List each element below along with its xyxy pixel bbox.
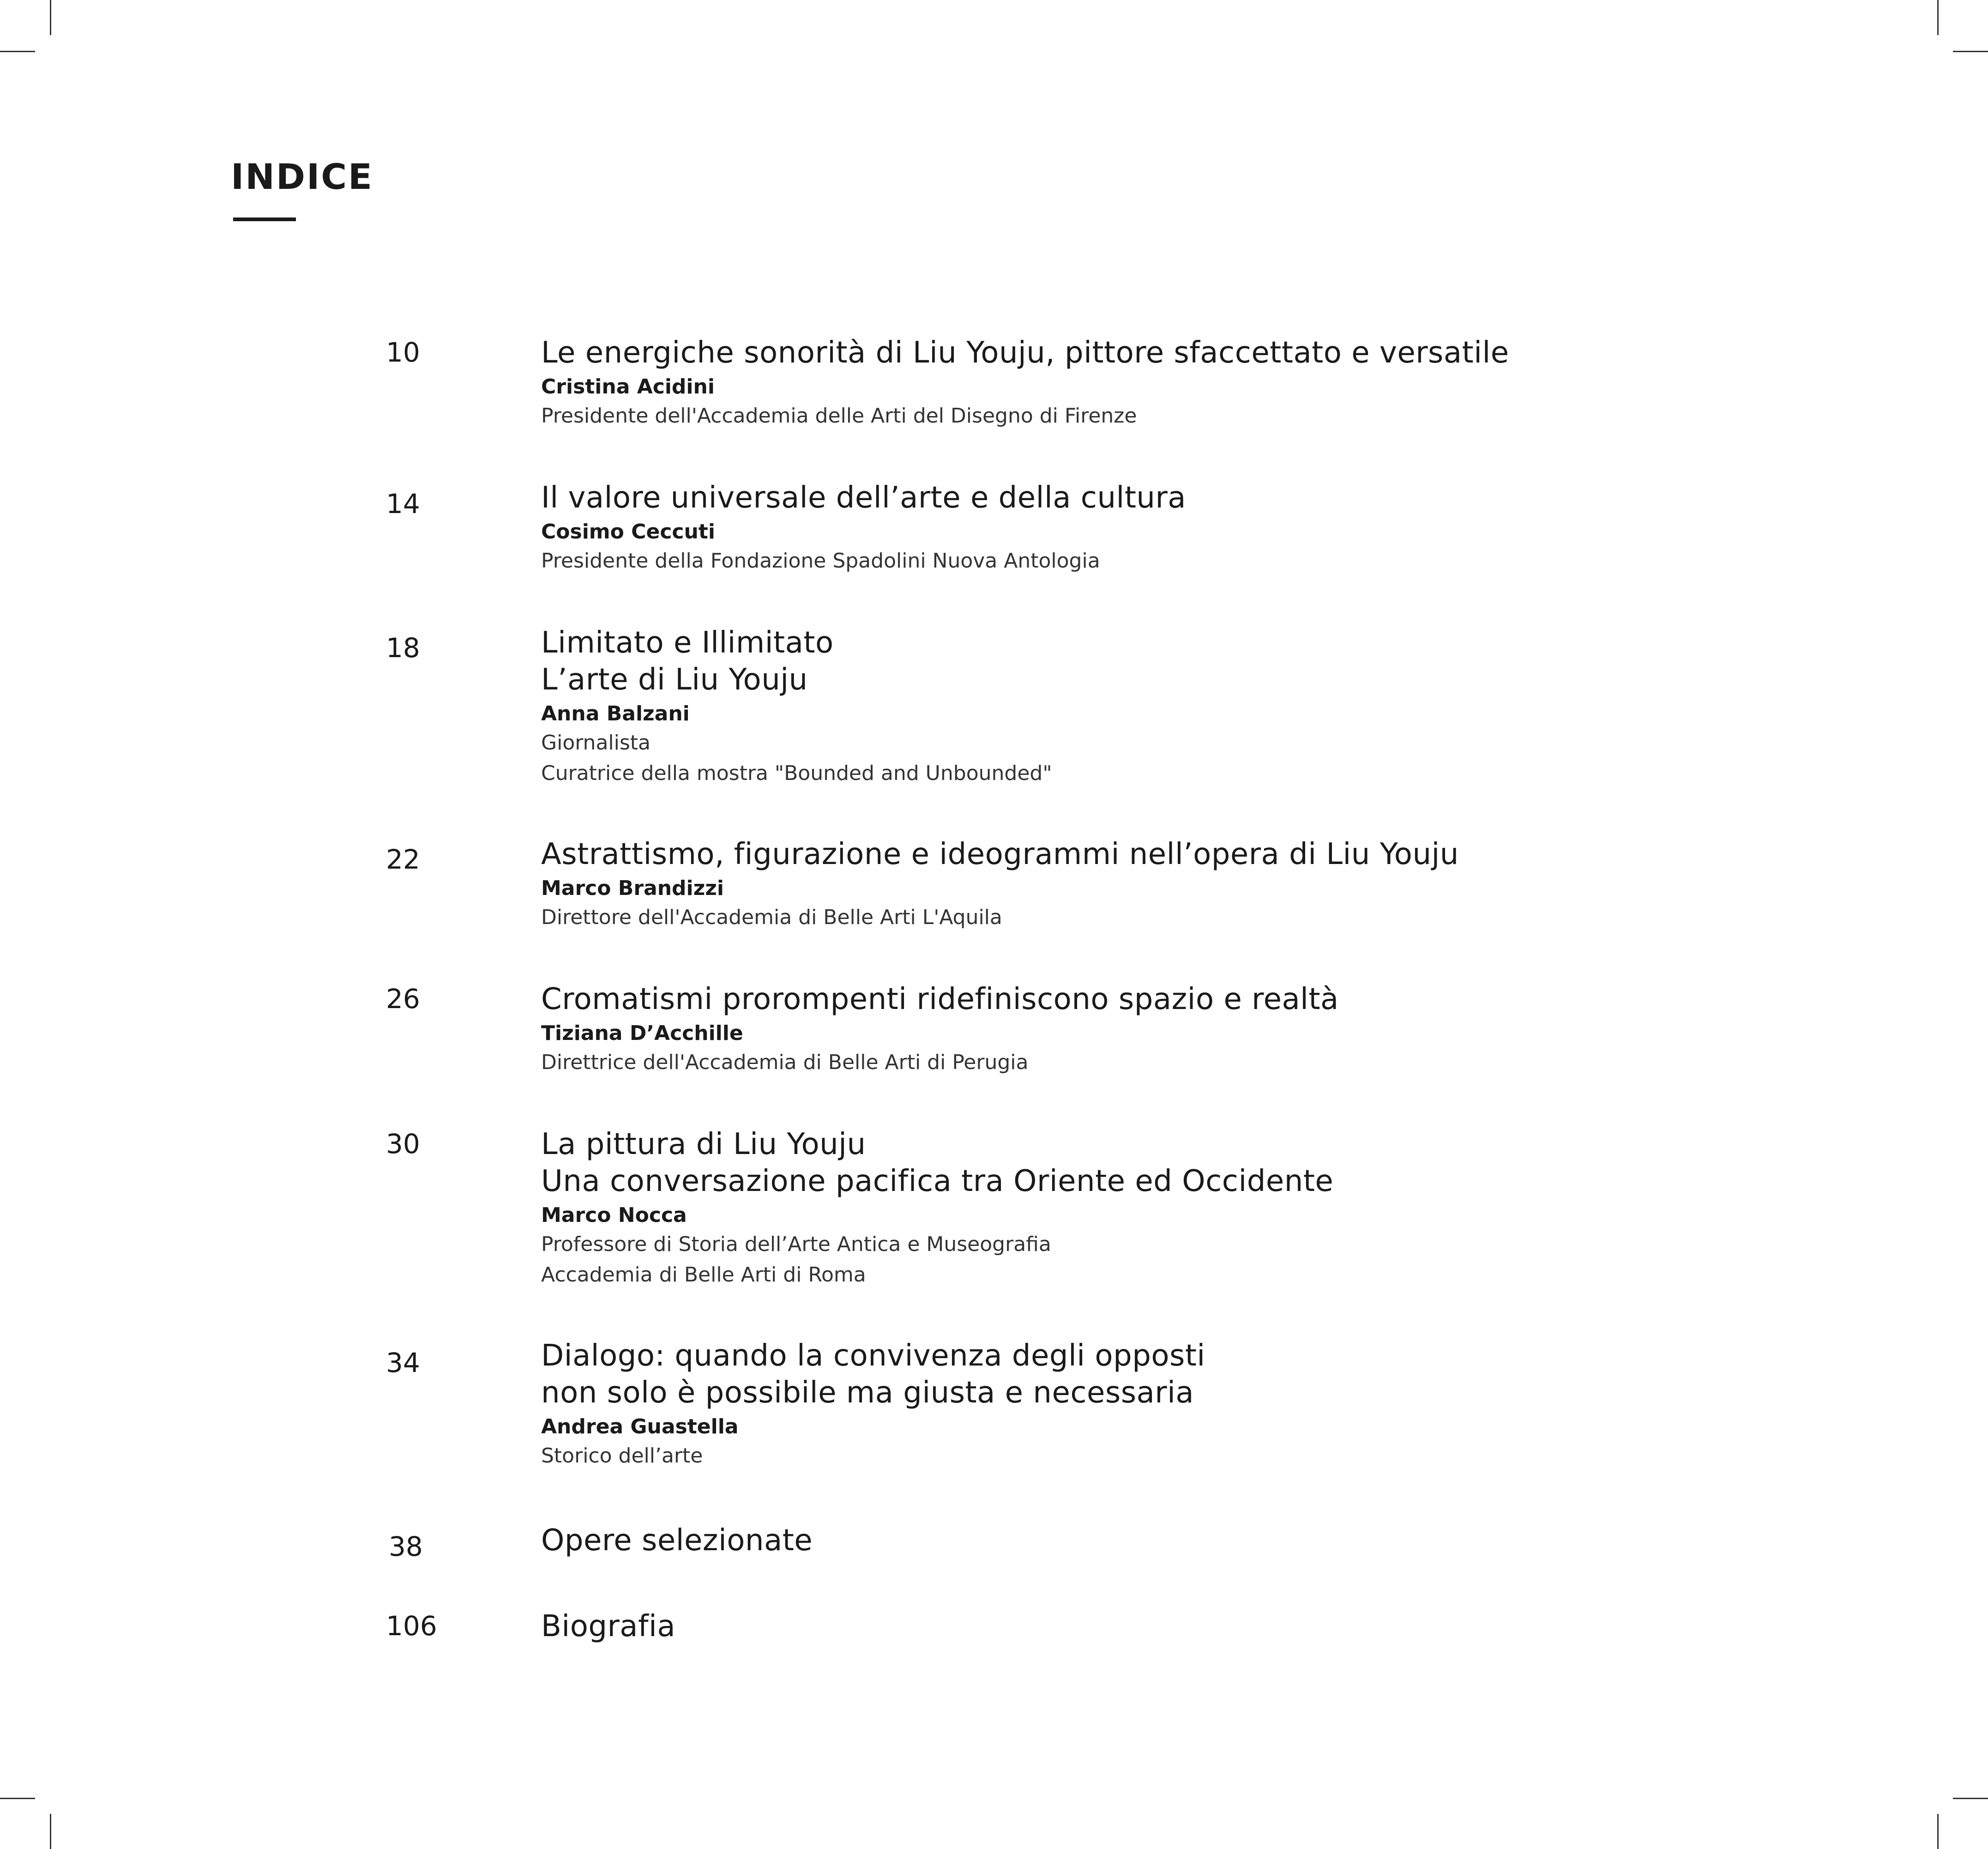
entry-title: Dialogo: quando la convivenza degli opposti: [541, 1339, 1205, 1373]
crop-mark: [1953, 51, 1988, 52]
page-number: 30: [386, 1128, 420, 1160]
entry-title: La pittura di Liu Youju: [541, 1127, 866, 1161]
entry-author: Marco Brandizzi: [541, 876, 724, 900]
page-number: 10: [386, 337, 420, 368]
entry-author: Andrea Guastella: [541, 1415, 739, 1438]
entry-title: Opere selezionate: [541, 1523, 813, 1558]
entry-content: [541, 1608, 1926, 1645]
entry-content: [541, 836, 1926, 933]
entry-author: Marco Nocca: [541, 1203, 687, 1227]
entry-author: Cosimo Ceccuti: [541, 520, 715, 544]
entry-role: Presidente della Fondazione Spadolini Nuova Antologia: [541, 549, 1100, 573]
entry-title: Astrattismo, figurazione e ideogrammi nell’opera di Liu Youju: [541, 837, 1459, 871]
title-underline: [233, 218, 296, 221]
entry-role: Direttore dell'Accademia di Belle Arti L'Aquila: [541, 906, 1002, 929]
entry-content: [541, 624, 1926, 789]
entry-content: [541, 1126, 1926, 1290]
entry-title: Il valore universale dell’arte e della cultura: [541, 481, 1186, 515]
entry-content: [541, 1337, 1926, 1471]
entry-role: Curatrice della mostra "Bounded and Unbounded": [541, 761, 1052, 785]
entry-author: Anna Balzani: [541, 702, 690, 725]
entry-title: Biografia: [541, 1609, 676, 1644]
entry-role: Accademia di Belle Arti di Roma: [541, 1263, 866, 1287]
page-title: INDICE: [231, 156, 374, 197]
entry-title: Una conversazione pacifica tra Oriente ed Occidente: [541, 1164, 1334, 1198]
entry-role: Giornalista: [541, 731, 651, 755]
entry-title: Limitato e Illimitato: [541, 626, 834, 660]
page-number: 22: [386, 844, 420, 875]
page-number: 14: [386, 488, 420, 520]
entry-title: L’arte di Liu Youju: [541, 663, 808, 697]
entry-role: Presidente dell'Accademia delle Arti del Disegno di Firenze: [541, 404, 1137, 428]
entry-content: [541, 1522, 1926, 1559]
crop-mark: [50, 1814, 51, 1849]
entry-author: Tiziana D’Acchille: [541, 1021, 743, 1045]
crop-mark: [50, 0, 51, 35]
entry-content: [541, 981, 1926, 1078]
entry-title: Le energiche sonorità di Liu Youju, pittore sfaccettato e versatile: [541, 336, 1509, 370]
page-number: 106: [386, 1610, 437, 1642]
page-number: 34: [386, 1347, 420, 1378]
entry-title: Cromatismi prorompenti ridefiniscono spazio e realtà: [541, 982, 1339, 1016]
crop-mark: [0, 1798, 35, 1799]
entry-title: non solo è possibile ma giusta e necessaria: [541, 1376, 1194, 1410]
page-number: 38: [389, 1531, 423, 1562]
page-number: 18: [386, 632, 420, 664]
entry-role: Professore di Storia dell’Arte Antica e Museografia: [541, 1233, 1051, 1256]
page-number: 26: [386, 983, 420, 1015]
entry-author: Cristina Acidini: [541, 375, 715, 399]
entry-content: [541, 479, 1926, 576]
entry-role: Storico dell’arte: [541, 1444, 703, 1468]
crop-mark: [1937, 0, 1939, 35]
crop-mark: [1937, 1814, 1939, 1849]
entry-content: [541, 334, 1926, 431]
crop-mark: [1953, 1798, 1988, 1799]
entry-role: Direttrice dell'Accademia di Belle Arti di Perugia: [541, 1051, 1029, 1074]
crop-mark: [0, 51, 35, 52]
